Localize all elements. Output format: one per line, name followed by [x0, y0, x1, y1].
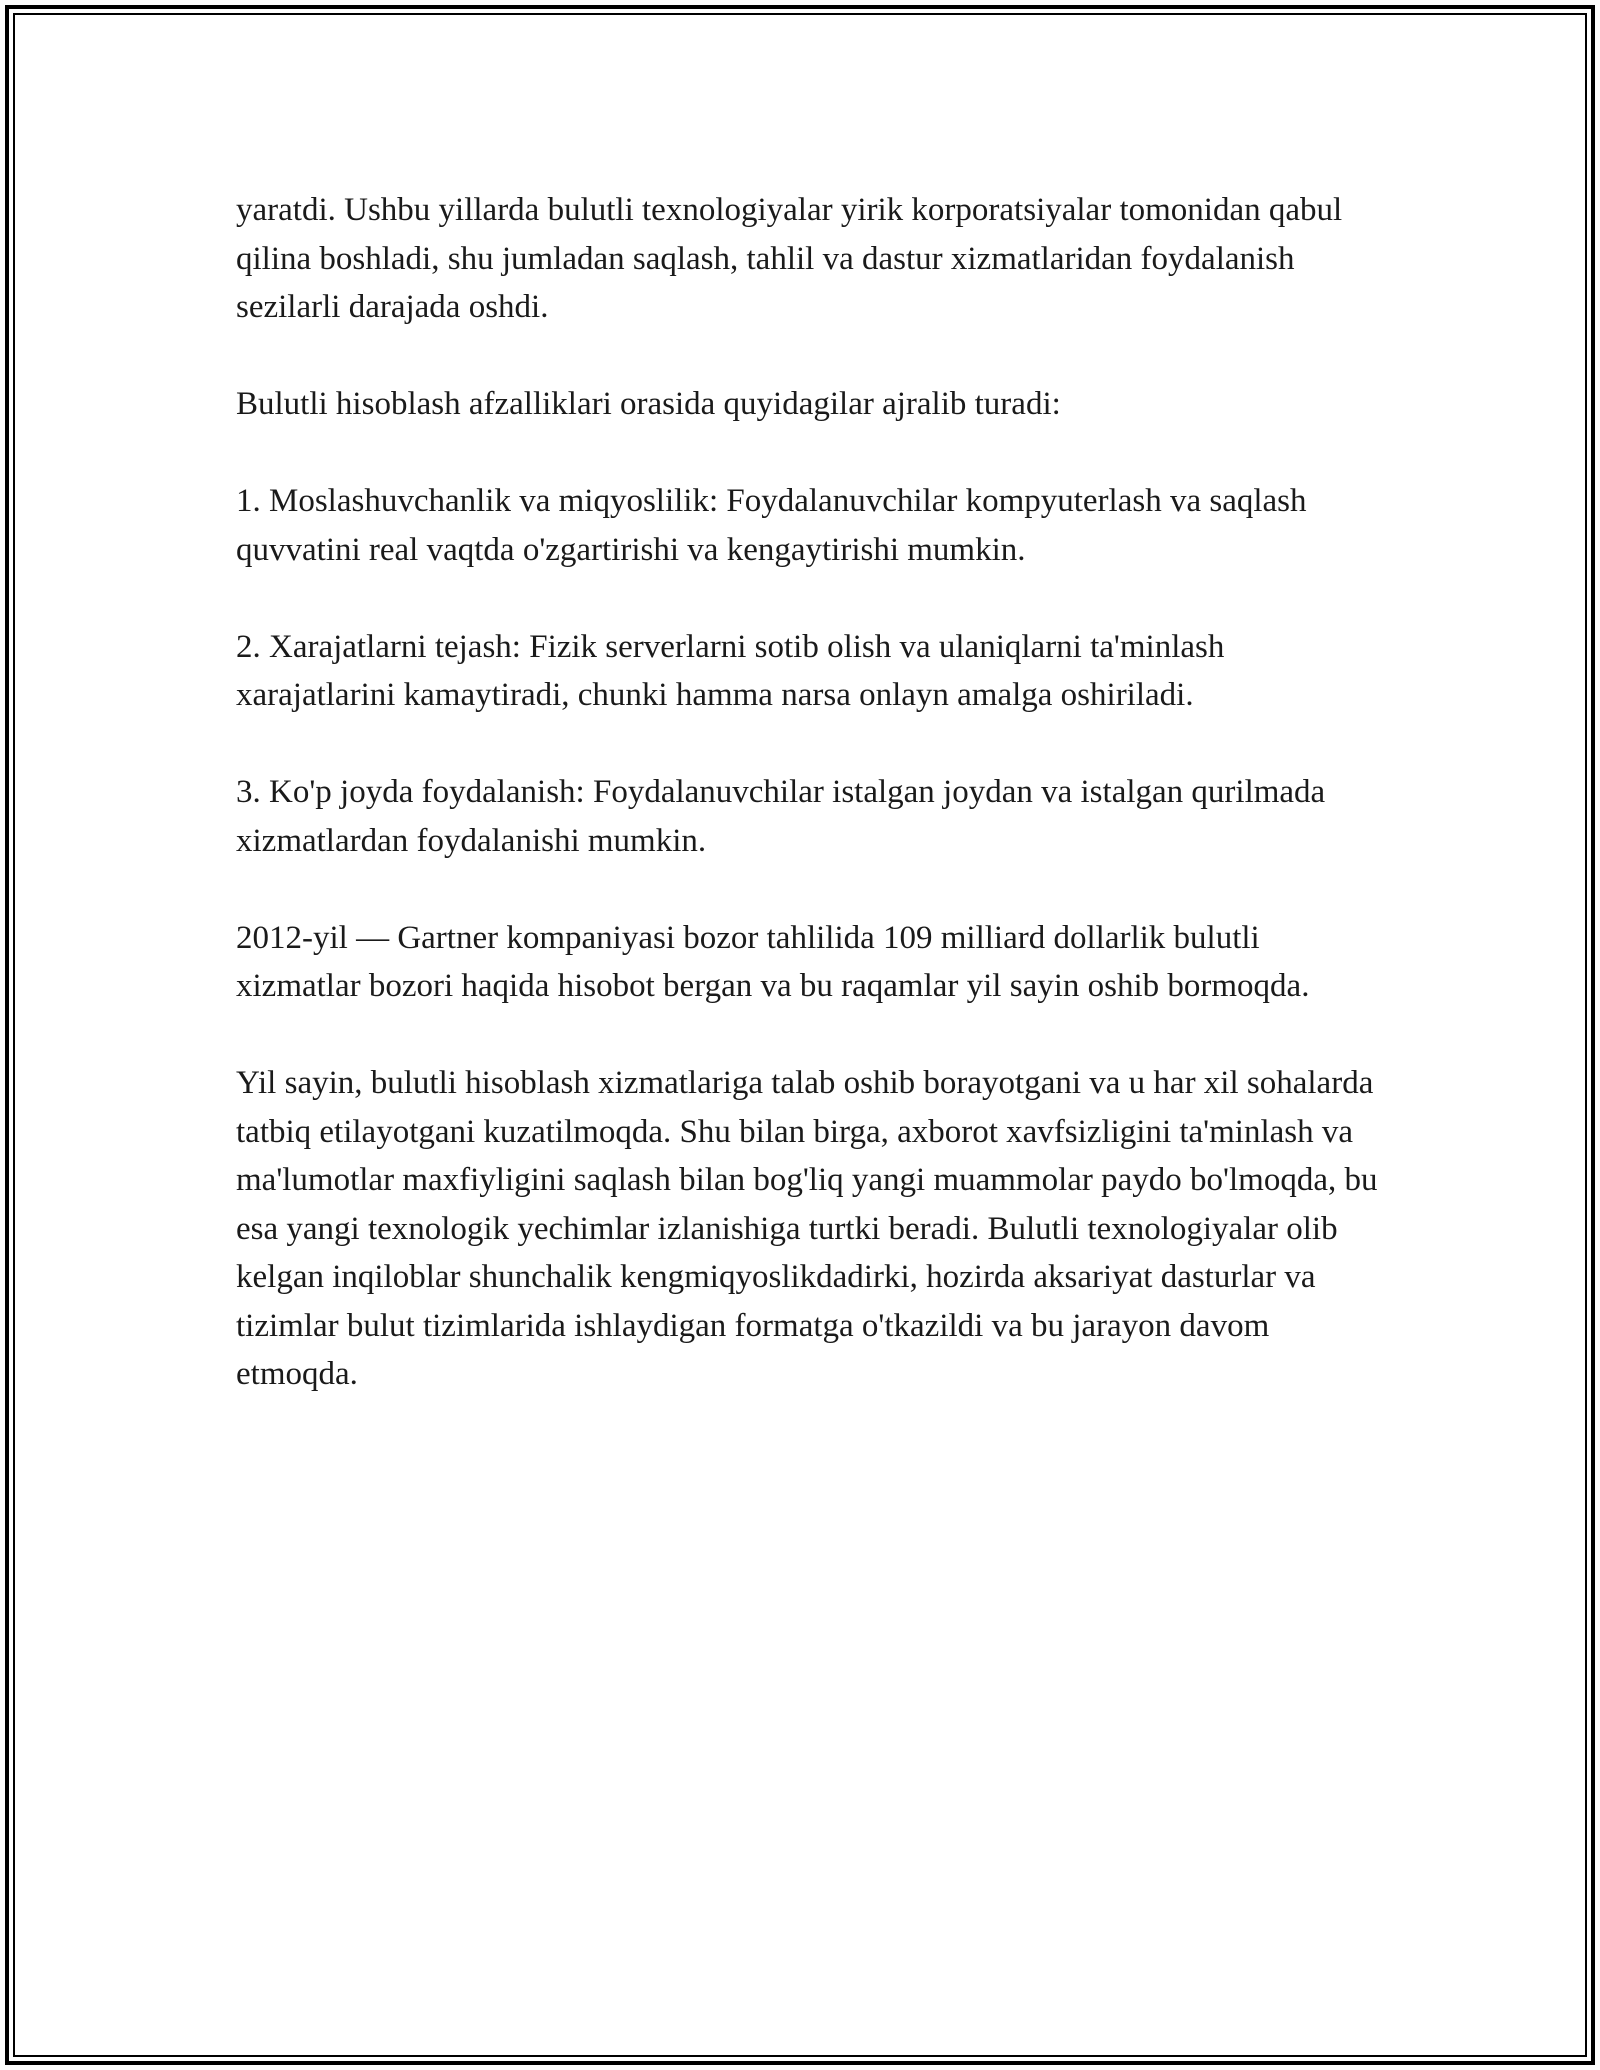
paragraph-intro-continuation: yaratdi. Ushbu yillarda bulutli texnologiyalar yirik korporatsiyalar tomonidan qabul qilina boshladi, shu jumladan saqlash, tahlil va dastur xizmatlaridan foydalanish sezilarli darajada oshdi. — [236, 192, 1343, 325]
list-item-multi-location: 3. Ko'p joyda foydalanish: Foydalanuvchilar istalgan joydan va istalgan qurilmada xizmatlardan foydalanishi mumkin. — [236, 774, 1326, 859]
paragraph-advantages-heading: Bulutli hisoblash afzalliklari orasida quyidagilar ajralib turadi: — [236, 386, 1061, 422]
paragraph-conclusion: Yil sayin, bulutli hisoblash xizmatlariga talab oshib borayotgani va u har xil sohalarda tatbiq etilayotgani kuzatilmoqda. Shu bilan birga, axborot xavfsizligini ta'minlash va ma'lumotlar maxfiyligini saqlash bilan bog'liq yangi muammolar paydo bo'lmoqda, bu esa yangi texnologik yechimlar izlanishiga turtki beradi. Bulutli texnologiyalar olib kelgan inqiloblar shunchalik kengmiqyoslikdadirki, hozirda aksariyat dasturlar va tizimlar bulut tizimlarida ishlaydigan formatga o'tkazildi va bu jarayon davom etmoqda. — [236, 1065, 1378, 1392]
document-body — [236, 186, 1386, 1399]
paragraph-gartner-2012: 2012-yil — Gartner kompaniyasi bozor tahlilida 109 milliard dollarlik bulutli xizmatlar bozori haqida hisobot bergan va bu raqamlar yil sayin oshib bormoqda. — [236, 919, 1310, 1004]
list-item-flexibility: 1. Moslashuvchanlik va miqyoslilik: Foydalanuvchilar kompyuterlash va saqlash quvvatini real vaqtda o'zgartirishi va kengaytirishi mumkin. — [236, 483, 1307, 568]
list-item-cost-saving: 2. Xarajatlarni tejash: Fizik serverlarni sotib olish va ulaniqlarni ta'minlash xarajatlarini kamaytiradi, chunki hamma narsa onlayn amalga oshiriladi. — [236, 628, 1225, 713]
